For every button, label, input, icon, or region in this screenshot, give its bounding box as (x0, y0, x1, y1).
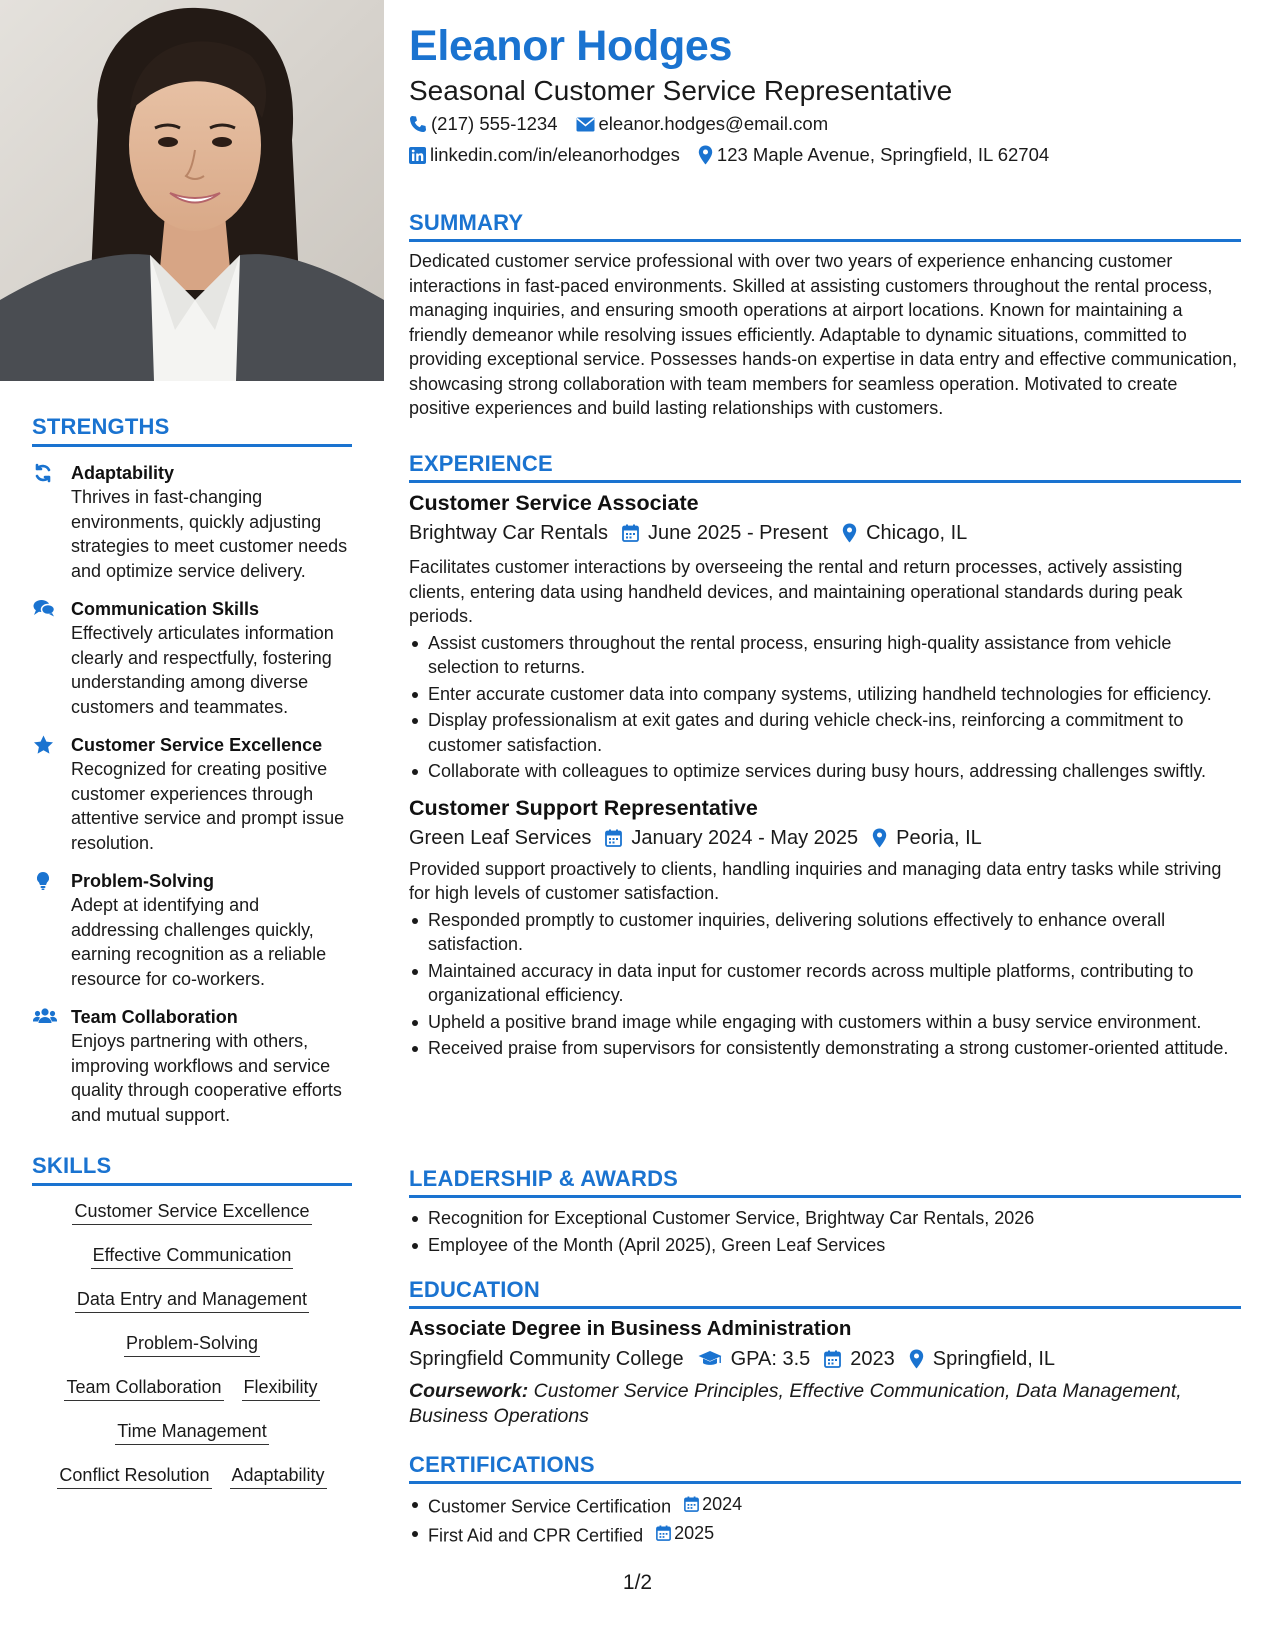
graduation-cap-icon (698, 1350, 722, 1368)
strength-desc: Enjoys partnering with others, improving workflows and service quality through cooperative efforts and mutual support. (71, 1031, 342, 1125)
calendar-icon (622, 524, 639, 542)
skills-list (32, 1200, 352, 1489)
linkedin-contact[interactable] (409, 144, 680, 166)
job-dates (622, 519, 828, 547)
summary-text: Dedicated customer service professional with over two years of experience enhancing customer interactions in fast-paced environments. Skilled at assisting customers throughout the rental process, managing inquiries, and ensuring smooth operations at airport locations. Known for maintaining a friendly demeanor while resolving issues efficiently. Adaptable to dynamic situations, committed to providing exceptional service. Possesses hands-on expertise in data entry and effective communication, showcasing strong collaboration with team members for seamless operation. Motivated to create positive experiences and build lasting relationships with customers. (409, 251, 1238, 418)
skill-tag: Customer Service Excellence (72, 1200, 311, 1225)
left-column (0, 0, 384, 1650)
award-item: Employee of the Month (April 2025), Green Leaf Services (409, 1233, 1241, 1258)
job-dates-text: June 2025 - Present (647, 522, 829, 544)
awards-rule (409, 1195, 1241, 1198)
candidate-role: Seasonal Customer Service Representative (409, 75, 953, 106)
job-dates-text: January 2024 - May 2025 (631, 826, 859, 849)
certification-item (409, 1521, 1241, 1548)
award-item: Recognition for Exceptional Customer Service, Brightway Car Rentals, 2026 (409, 1206, 1241, 1231)
calendar-icon (824, 1350, 841, 1368)
skill-tag: Team Collaboration (64, 1376, 223, 1401)
job-description: Provided support proactively to clients, handling inquiries and managing data entry tasks while striving for high levels of customer satisfaction. (409, 858, 1222, 903)
job-title: Customer Support Representative (409, 795, 758, 820)
certification-name: Customer Service Certification (428, 1496, 672, 1517)
summary-rule (409, 239, 1241, 242)
star-icon (33, 735, 55, 755)
strength-item (32, 597, 352, 719)
contact-row-2 (409, 144, 1067, 166)
gpa (698, 1345, 811, 1373)
candidate-name: Eleanor Hodges (409, 22, 733, 70)
certification-year: 2024 (702, 1494, 743, 1514)
calendar-icon (684, 1496, 699, 1512)
strengths-rule (32, 444, 352, 447)
bullet-item: Display professionalism at exit gates and during vehicle check-ins, reinforcing a commitment to customer satisfaction. (409, 708, 1241, 757)
summary-heading: SUMMARY (409, 210, 524, 235)
job-bullets (409, 631, 1241, 784)
bullet-item: Enter accurate customer data into company systems, utilizing handheld technologies for efficiency. (409, 682, 1241, 707)
job-entry (409, 794, 1241, 1061)
education-meta (409, 1345, 1241, 1373)
strength-title: Communication Skills (71, 599, 260, 619)
certification-item (409, 1492, 1241, 1519)
experience-rule (409, 480, 1241, 483)
certification-year: 2025 (674, 1522, 715, 1543)
skill-tag: Flexibility (242, 1376, 320, 1401)
certifications-rule (409, 1481, 1241, 1484)
gpa-text: GPA: 3.5 (730, 1348, 811, 1370)
bullet-item: Maintained accuracy in data input for customer records across multiple platforms, contributing to organizational efficiency. (409, 959, 1241, 1008)
education-section (409, 1277, 1241, 1428)
degree-title: Associate Degree in Business Administration (409, 1317, 852, 1340)
certification-name: First Aid and CPR Certified (428, 1525, 644, 1545)
bullet-item: Upheld a positive brand image while engaging with customers within a busy service environment. (409, 1010, 1241, 1035)
job-location-text: Peoria, IL (896, 826, 982, 849)
coursework-label: Coursework: (409, 1380, 529, 1402)
job-meta (409, 824, 1241, 852)
email-contact[interactable] (576, 113, 829, 135)
job-bullets (409, 908, 1241, 1061)
awards-heading: LEADERSHIP & AWARDS (409, 1166, 679, 1191)
profile-photo (0, 0, 384, 381)
skill-tag: Conflict Resolution (57, 1464, 211, 1489)
calendar-icon (605, 829, 622, 847)
experience-section (409, 451, 1241, 1063)
strength-desc: Recognized for creating positive customer experiences through attentive service and prompt issue resolution. (71, 759, 345, 853)
map-marker-icon (872, 828, 887, 848)
address-text: 123 Maple Avenue, Springfield, IL 62704 (716, 144, 1050, 165)
strength-item (32, 869, 352, 991)
comments-icon (33, 599, 55, 619)
coursework-text: Customer Service Principles, Effective Communication, Data Management, Business Operations (409, 1380, 1182, 1427)
skill-tag: Problem-Solving (124, 1332, 260, 1357)
education-rule (409, 1306, 1241, 1309)
certification-date (684, 1492, 742, 1517)
map-marker-icon (698, 145, 713, 165)
strength-desc: Effectively articulates information clearly and respectfully, fostering understanding among diverse customers and teammates. (71, 623, 334, 717)
bullet-item: Received praise from supervisors for consistently demonstrating a strong customer-oriented attitude. (409, 1036, 1241, 1061)
skill-tag: Effective Communication (91, 1244, 294, 1269)
certifications-heading: CERTIFICATIONS (409, 1452, 595, 1477)
map-marker-icon (842, 523, 857, 543)
job-location-text: Chicago, IL (866, 522, 968, 544)
strength-title: Team Collaboration (71, 1007, 238, 1027)
strength-title: Customer Service Excellence (71, 735, 323, 755)
graduation-year (824, 1345, 895, 1373)
linkedin-icon (409, 147, 426, 164)
skill-tag: Data Entry and Management (75, 1288, 309, 1313)
strength-item (32, 461, 352, 583)
awards-list (409, 1206, 1241, 1257)
phone-text: (217) 555-1234 (431, 113, 558, 134)
experience-heading: EXPERIENCE (409, 451, 553, 476)
job-company: Green Leaf Services (409, 826, 592, 849)
phone-icon (409, 115, 427, 133)
skill-tag: Time Management (115, 1420, 268, 1445)
skill-tag: Adaptability (230, 1464, 327, 1489)
lightbulb-icon (33, 871, 55, 891)
strength-title: Problem-Solving (71, 871, 215, 891)
school-location-text: Springfield, IL (932, 1348, 1056, 1370)
linkedin-text[interactable]: linkedin.com/in/eleanorhodges (430, 144, 680, 165)
education-heading: EDUCATION (409, 1277, 540, 1302)
coursework (409, 1379, 1241, 1428)
bullet-item: Collaborate with colleagues to optimize services during busy hours, addressing challenges swiftly. (409, 759, 1241, 784)
strength-desc: Thrives in fast-changing environments, quickly adjusting strategies to meet customer needs and optimize service delivery. (71, 487, 348, 581)
job-location (872, 824, 982, 852)
certification-date (656, 1521, 714, 1546)
job-title: Customer Service Associate (409, 491, 699, 515)
school-location (909, 1345, 1055, 1373)
summary-section (409, 210, 1241, 421)
job-company: Brightway Car Rentals (409, 522, 608, 544)
job-description: Facilitates customer interactions by overseeing the rental and return processes, actively assisting clients, entering data using handheld devices, and maintaining operational standards during peak periods. (409, 557, 1183, 626)
bullet-item: Responded promptly to customer inquiries, delivering solutions effectively to enhance overall satisfaction. (409, 908, 1241, 957)
map-marker-icon (909, 1349, 924, 1369)
certifications-list (409, 1492, 1241, 1548)
users-icon (33, 1007, 55, 1027)
skills-heading: SKILLS (32, 1153, 112, 1178)
school-name: Springfield Community College (409, 1348, 684, 1370)
strength-title: Adaptability (71, 463, 175, 483)
envelope-icon (576, 117, 595, 132)
email-text[interactable]: eleanor.hodges@email.com (598, 113, 829, 134)
address-contact (698, 144, 1049, 166)
strength-item (32, 1005, 352, 1127)
sync-icon (33, 463, 55, 483)
strengths-heading: STRENGTHS (32, 414, 170, 439)
skills-rule (32, 1183, 352, 1186)
job-meta (409, 519, 1241, 547)
contact-row-1 (409, 113, 846, 135)
strength-item (32, 733, 352, 855)
job-location (842, 519, 967, 547)
strength-desc: Adept at identifying and addressing challenges quickly, earning recognition as a reliable resource for co-workers. (71, 895, 327, 989)
page-number: 1/2 (622, 1571, 653, 1594)
job-entry (409, 489, 1241, 784)
awards-section (409, 1166, 1241, 1259)
calendar-icon (656, 1525, 671, 1541)
bullet-item: Assist customers throughout the rental process, ensuring high-quality assistance from vehicle selection to returns. (409, 631, 1241, 680)
phone-contact (409, 113, 558, 135)
job-dates (605, 824, 858, 852)
year-text: 2023 (850, 1348, 895, 1370)
certifications-section (409, 1452, 1241, 1550)
left-content (32, 414, 352, 1508)
